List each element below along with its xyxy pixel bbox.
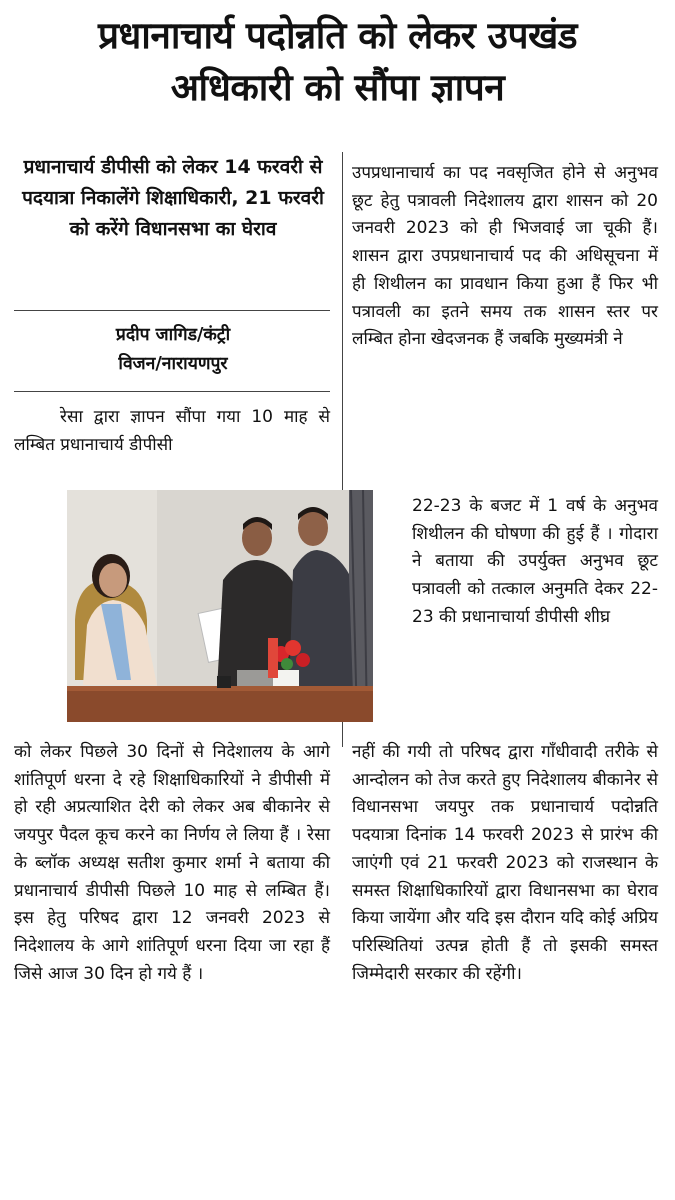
body-right-bottom: नहीं की गयी तो परिषद द्वारा गाँधीवादी तरीके से आन्दोलन को तेज करते हुए निदेशालय बीकानेर से विधानसभा जयपुर तक प्रधानाचार्य पदोन्नति पदयात्रा दिनांक 14 फरवरी 2023 से प्रारंभ की जाएंगी एवं 21 फरवरी 2023 को राजस्थान के समस्त शिक्षाधिकारियों द्वारा विधानसभा का घेराव किया जायेंगा और यदि इस दौरान यदि कोई अप्रिय परिस्थितियां उत्पन्न होती हैं तो इसकी समस्त जिम्मेदारी सरकार की रहेंगी। (352, 742, 658, 984)
body-right-middle: 22-23 के बजट में 1 वर्ष के अनुभव शिथीलन की घोषणा की हुई हैं । गोदारा ने बताया की उपर्युक्त अनुभव छूट पत्रावली को तत्काल अनुमति देकर 22-23 की प्रधानाचार्या डीपीसी शीघ्र (412, 496, 658, 627)
byline (14, 321, 332, 379)
headline-line-1: प्रधानाचार्य पदोन्नति को लेकर उपखंड (97, 14, 578, 57)
divider-bottom (14, 391, 330, 392)
body-left-bottom: को लेकर पिछले 30 दिनों से निदेशालय के आगे शांतिपूर्ण धरना दे रहे शिक्षाधिकारियों ने डीपीसी में हो रही अप्रत्याशित देरी को लेकर अब बीकानेर से जयपुर पैदल कूच करने का निर्णय ले लिया हैं । रेसा के ब्लॉक अध्यक्ष सतीश कुमार शर्मा ने बताया की प्रधानाचार्य डीपीसी पिछले 10 माह से लम्बित हैं। इस हेतु परिषद द्वारा 12 जनवरी 2023 से निदेशालय के आगे शांतिपूर्ण धरना दिया जा रहा हैं जिसे आज 30 दिन हो गये हैं । (14, 742, 330, 984)
headline (0, 10, 675, 114)
body-right-top: उपप्रधानाचार्य का पद नवसृजित होने से अनुभव छूट हेतु पत्रावली निदेशालय द्वारा शासन को 20 जनवरी 2023 को ही भिजवाई जा चूकी हैं। शासन द्वारा उपप्रधानाचार्य पद की अधिसूचना में ही शिथीलन का प्रावधान किया हुआ हैं फिर भी पत्रावली का इतने समय तक शासन स्तर पर लम्बित होना खेदजनक हैं जबकि मुख्यमंत्री ने (352, 163, 658, 350)
news-photo (67, 490, 373, 722)
byline-line-2: विजन/नारायणपुर (118, 354, 228, 374)
subheadline: प्रधानाचार्य डीपीसी को लेकर 14 फरवरी से पदयात्रा निकालेंगे शिक्षाधिकारी, 21 फरवरी को करेंगे विधानसभा का घेराव (22, 156, 324, 240)
divider-top (14, 310, 330, 311)
headline-line-2: अधिकारी को सौंपा ज्ञापन (170, 66, 505, 109)
body-left-top: रेसा द्वारा ज्ञापन सौंपा गया 10 माह से लम्बित प्रधानाचार्य डीपीसी (14, 407, 330, 455)
byline-line-1: प्रदीप जागिड/कंट्री (115, 325, 231, 345)
